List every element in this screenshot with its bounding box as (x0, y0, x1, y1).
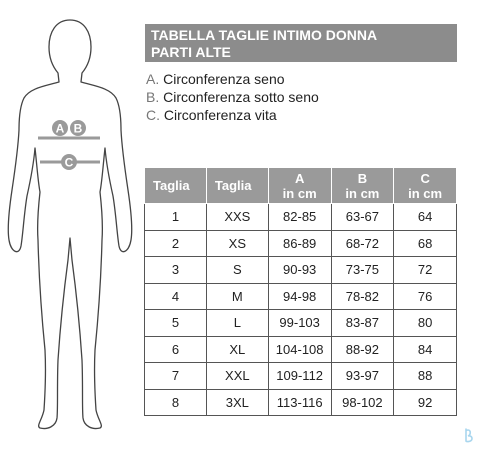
table-row (145, 336, 457, 363)
body-silhouette (0, 0, 140, 450)
marker-b (70, 120, 86, 136)
title-line-1: TABELLA TAGLIE INTIMO DONNA (151, 27, 378, 43)
cell-a: 90-93 (268, 257, 331, 284)
measurement-legend (146, 70, 319, 124)
cell-c: 76 (394, 283, 457, 310)
cell-c: 88 (394, 363, 457, 390)
table-row (145, 283, 457, 310)
legend-item-b: B. Circonferenza sotto seno (146, 89, 319, 105)
cell-number: 1 (145, 204, 207, 231)
cell-c: 68 (394, 230, 457, 257)
table-row (145, 310, 457, 337)
cell-b: 98-102 (331, 389, 394, 416)
cell-b: 63-67 (331, 204, 394, 231)
cell-a: 82-85 (268, 204, 331, 231)
cell-b: 88-92 (331, 336, 394, 363)
cell-a: 86-89 (268, 230, 331, 257)
cell-number: 2 (145, 230, 207, 257)
cell-number: 8 (145, 389, 207, 416)
size-table (144, 167, 457, 416)
cell-number: 3 (145, 257, 207, 284)
cell-b: 68-72 (331, 230, 394, 257)
table-row (145, 204, 457, 231)
legend-item-a: A. Circonferenza seno (146, 71, 285, 87)
chart-title (145, 24, 457, 62)
header-a: A in cm (268, 168, 331, 204)
marker-c-label: C (64, 155, 74, 170)
cell-c: 80 (394, 310, 457, 337)
cell-b: 73-75 (331, 257, 394, 284)
cell-number: 5 (145, 310, 207, 337)
header-c: C in cm (394, 168, 457, 204)
cell-size: 3XL (206, 389, 268, 416)
table-row (145, 389, 457, 416)
legend-item-c: C. Circonferenza vita (146, 107, 277, 123)
cell-b: 93-97 (331, 363, 394, 390)
cell-number: 4 (145, 283, 207, 310)
table-header-row (145, 168, 457, 204)
cell-size: XS (206, 230, 268, 257)
table-row (145, 257, 457, 284)
cell-size: M (206, 283, 268, 310)
cell-number: 6 (145, 336, 207, 363)
marker-a-label: A (55, 121, 65, 136)
cell-size: S (206, 257, 268, 284)
cell-a: 109-112 (268, 363, 331, 390)
cell-number: 7 (145, 363, 207, 390)
cell-c: 64 (394, 204, 457, 231)
cell-size: XXS (206, 204, 268, 231)
cell-c: 84 (394, 336, 457, 363)
marker-c (61, 154, 77, 170)
cell-a: 104-108 (268, 336, 331, 363)
marker-a (52, 120, 68, 136)
marker-b-label: B (73, 121, 83, 136)
header-taglia-number: Taglia (145, 168, 207, 204)
cell-b: 83-87 (331, 310, 394, 337)
title-line-2: PARTI ALTE (151, 44, 231, 60)
header-taglia-size: Taglia (206, 168, 268, 204)
cell-a: 94-98 (268, 283, 331, 310)
cell-a: 99-103 (268, 310, 331, 337)
cell-c: 92 (394, 389, 457, 416)
cell-c: 72 (394, 257, 457, 284)
cell-a: 113-116 (268, 389, 331, 416)
header-b: B in cm (331, 168, 394, 204)
table-row (145, 363, 457, 390)
cell-size: L (206, 310, 268, 337)
cell-size: XL (206, 336, 268, 363)
cell-size: XXL (206, 363, 268, 390)
cell-b: 78-82 (331, 283, 394, 310)
table-row (145, 230, 457, 257)
brand-mark-icon (463, 427, 475, 443)
body-outline (8, 20, 132, 429)
